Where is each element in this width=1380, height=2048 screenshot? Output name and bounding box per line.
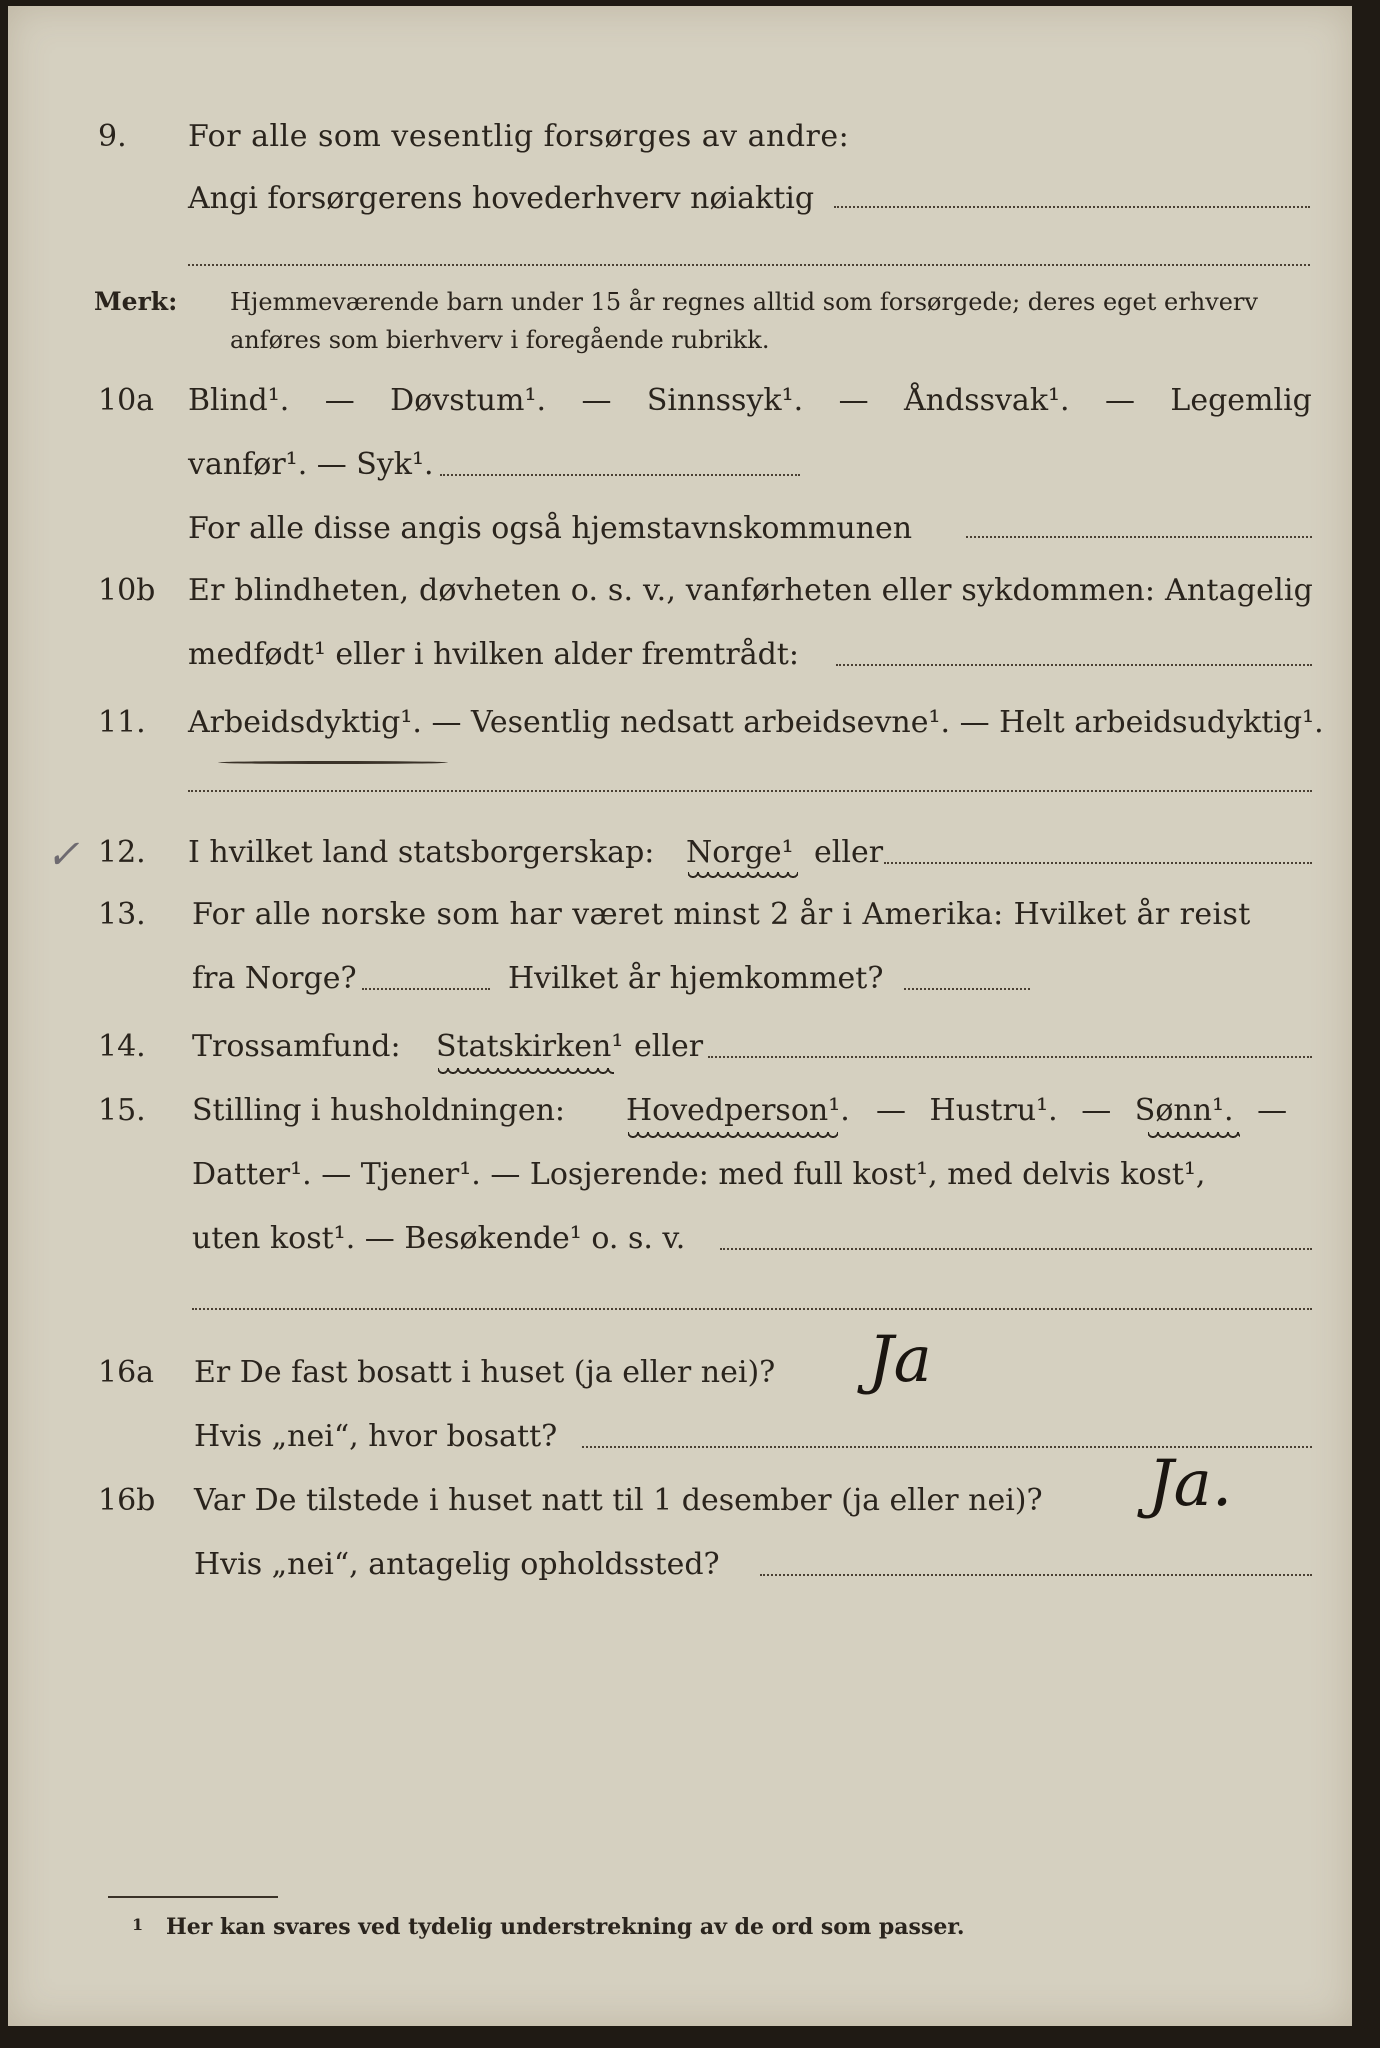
q10a-dash-4: — (1104, 383, 1135, 418)
q16b-opholdssted-line[interactable] (760, 1574, 1312, 1576)
merk-line1: Hjemmeværende barn under 15 år regnes alltid som forsørgede; deres eget erhverv (230, 288, 1258, 316)
q15-label: Stilling i husholdningen: (192, 1093, 566, 1128)
check-mark: ✓ (46, 832, 80, 878)
q12-norge-underline (688, 872, 798, 882)
q16a-handwritten-answer[interactable]: Ja (868, 1323, 932, 1397)
q15-line2: Datter¹. — Tjener¹. — Losjerende: med full kost¹, med delvis kost¹, (192, 1157, 1206, 1192)
q10a-hjemstavn-line[interactable] (966, 536, 1312, 538)
q12-text: I hvilket land statsborgerskap: (188, 835, 655, 870)
q16b-line1: Var De tilstede i huset natt til 1 desember (ja eller nei)? (194, 1483, 1043, 1518)
q16a-number: 16a (98, 1355, 155, 1390)
q14-statskirken-underline (438, 1068, 614, 1078)
q11-answer-line[interactable] (188, 790, 1312, 792)
q13-line2b: Hvilket år hjemkommet? (508, 961, 884, 996)
q15-hovedperson[interactable]: Hovedperson¹. (626, 1093, 850, 1128)
q10a-blind[interactable]: Blind¹. (188, 383, 290, 418)
q13-number: 13. (98, 897, 146, 932)
footnote-text: Her kan svares ved tydelig understrekning av de ord som passer. (166, 1914, 965, 1940)
q10a-legemlig[interactable]: Legemlig (1170, 383, 1312, 418)
merk-line2: anføres som bierhverv i foregående rubrikk. (230, 326, 770, 354)
q16a-line2: Hvis „nei“, hvor bosatt? (194, 1419, 558, 1454)
census-form-page (8, 6, 1352, 2026)
q15-rest1: — Hustru¹. — Sønn¹. — (876, 1093, 1288, 1128)
q12-answer-line[interactable] (884, 862, 1312, 864)
q15-answer-line-2[interactable] (192, 1308, 1312, 1310)
q10a-dash-3: — (838, 383, 869, 418)
q11-line1: Arbeidsdyktig¹. — Vesentlig nedsatt arbeidsevne¹. — Helt arbeidsudyktig¹. (188, 705, 1324, 740)
merk-label: Merk: (94, 287, 178, 316)
q9-line1: For alle som vesentlig forsørges av andre: (188, 119, 850, 154)
q9-answer-line[interactable] (834, 206, 1310, 208)
q14-eller: eller (634, 1029, 704, 1064)
q10b-number: 10b (98, 573, 156, 608)
q9-answer-line-2[interactable] (188, 264, 1310, 266)
q10b-answer-line[interactable] (836, 664, 1312, 666)
q13-hjemkommet-line[interactable] (904, 988, 1030, 990)
q14-statskirken[interactable]: Statskirken¹ (436, 1029, 624, 1064)
q16a-line1: Er De fast bosatt i huset (ja eller nei)? (194, 1355, 776, 1390)
q11-underline-mark (218, 761, 448, 764)
q15-answer-line[interactable] (720, 1248, 1312, 1250)
q10a-line3: For alle disse angis også hjemstavnskommunen (188, 511, 913, 546)
q10a-dash-1: — (324, 383, 355, 418)
footnote-rule (108, 1896, 278, 1898)
q15-sonn-underline (1148, 1132, 1240, 1142)
q10a-syk-line[interactable] (440, 474, 800, 476)
q10a-sinnssyk[interactable]: Sinnssyk¹. (646, 383, 804, 418)
q10a-andssvak[interactable]: Åndssvak¹. (904, 383, 1070, 418)
q11-number: 11. (98, 705, 146, 740)
q10b-line1: Er blindheten, døvheten o. s. v., vanførheten eller sykdommen: Antagelig (188, 573, 1314, 608)
q10b-line2: medfødt¹ eller i hvilken alder fremtrådt: (188, 637, 799, 672)
q9-line2: Angi forsørgerens hovederhverv nøiaktig (188, 181, 815, 216)
q12-number: 12. (98, 835, 146, 870)
q12-eller: eller (814, 835, 884, 870)
q14-label: Trossamfund: (192, 1029, 401, 1064)
q15-line3: uten kost¹. — Besøkende¹ o. s. v. (192, 1221, 686, 1256)
q14-number: 14. (98, 1029, 146, 1064)
footnote-mark: 1 (132, 1915, 144, 1934)
q10a-number: 10a (98, 383, 155, 418)
q9-number: 9. (98, 119, 127, 154)
q16b-handwritten-answer[interactable]: Ja. (1148, 1447, 1233, 1521)
q16b-line2: Hvis „nei“, antagelig opholdssted? (194, 1547, 720, 1582)
q13-line1: For alle norske som har været minst 2 år i Amerika: Hvilket år reist (192, 897, 1251, 932)
q16b-number: 16b (98, 1483, 156, 1518)
q15-hovedperson-underline (628, 1132, 838, 1142)
q15-number: 15. (98, 1093, 146, 1128)
q13-reist-line[interactable] (362, 988, 490, 990)
q10a-line1 (188, 376, 1312, 426)
q12-norge[interactable]: Norge¹ (686, 835, 794, 870)
q10a-dovstum[interactable]: Døvstum¹. (390, 383, 547, 418)
q13-line2a: fra Norge? (192, 961, 357, 996)
q14-answer-line[interactable] (708, 1056, 1312, 1058)
q10a-line2: vanfør¹. — Syk¹. (188, 447, 434, 482)
q10a-dash-2: — (581, 383, 612, 418)
